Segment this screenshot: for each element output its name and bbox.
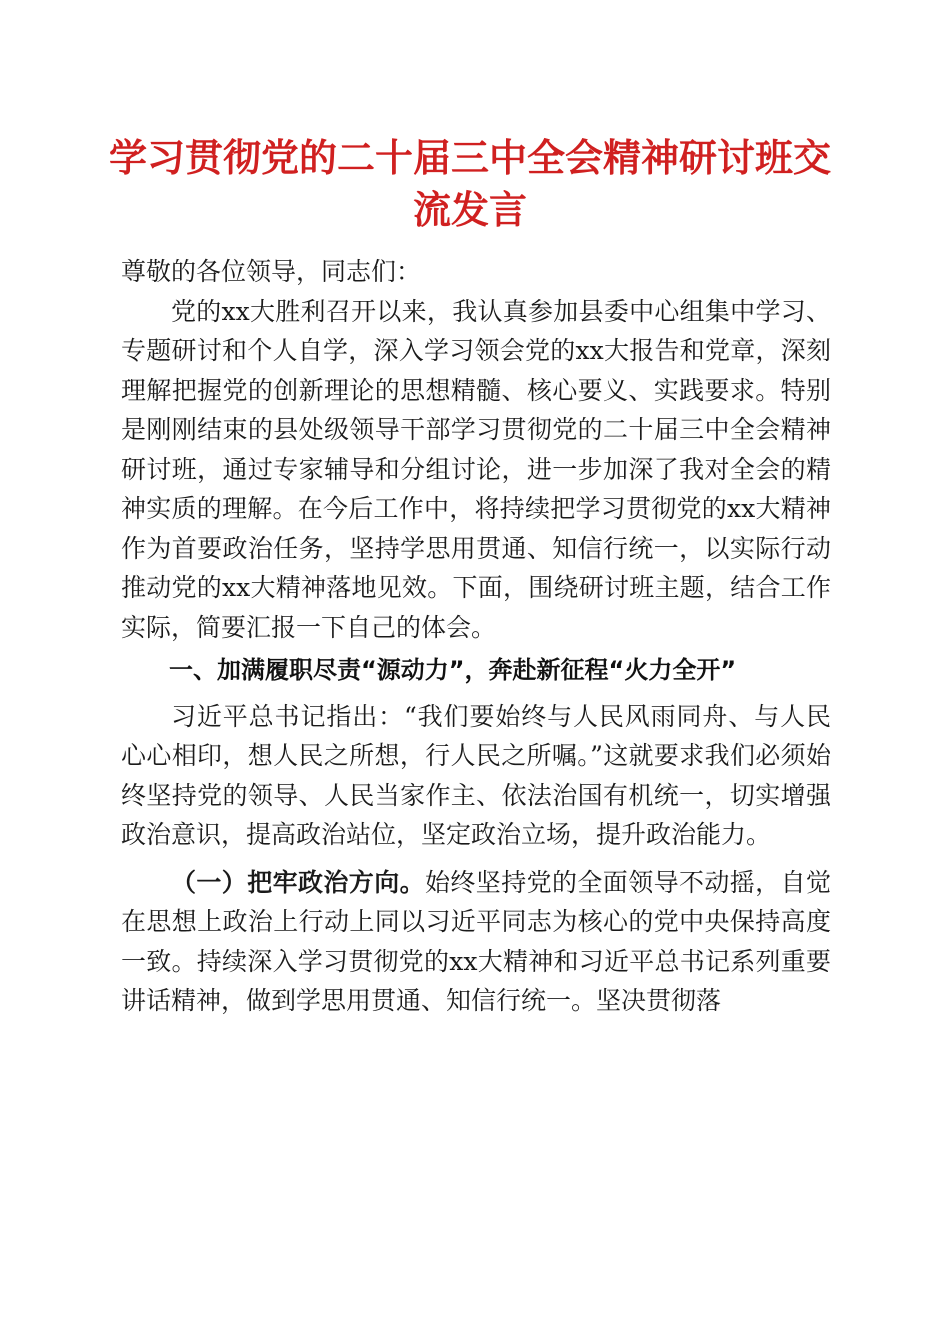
document-body [121,252,831,1021]
document-title: 学习贯彻党的二十届三中全会精神研讨班交流发言 [108,135,831,232]
subsection-paragraph [121,863,831,1021]
subsection-lead: （一）把牢政治方向。 [171,867,425,897]
section-paragraph: 习近平总书记指出：“我们要始终与人民风雨同舟、与人民心心相印，想人民之所想，行人民之所嘱。”这就要求我们必须始终坚持党的领导、人民当家作主、依法治国有机统一，切实增强政治意识，提高政治站位，坚定政治立场，提升政治能力。 [121,701,831,849]
section-heading: 一、加满履职尽责“源动力”，奔赴新征程“火力全开” [169,656,737,684]
salutation: 尊敬的各位领导，同志们： [121,257,422,286]
subsection-text: 始终坚持党的全面领导不动摇，自觉在思想上政治上行动上同以习近平同志为核心的党中央保持高度一致。持续深入学习贯彻党的xx大精神和习近平总书记系列重要讲话精神，做到学思用贯通、知信行统一。坚决贯彻落 [121,867,831,1015]
intro-paragraph: 党的xx大胜利召开以来，我认真参加县委中心组集中学习、专题研讨和个人自学，深入学习领会党的xx大报告和党章，深刻理解把握党的创新理论的思想精髓、核心要义、实践要求。特别是刚刚结束的县处级领导干部学习贯彻党的二十届三中全会精神研讨班，通过专家辅导和分组讨论，进一步加深了我对全会的精神实质的理解。在今后工作中，将持续把学习贯彻党的xx大精神作为首要政治任务，坚持学思用贯通、知信行统一，以实际行动推动党的xx大精神落地见效。下面，围绕研讨班主题，结合工作实际，简要汇报一下自己的体会。 [121,296,831,642]
